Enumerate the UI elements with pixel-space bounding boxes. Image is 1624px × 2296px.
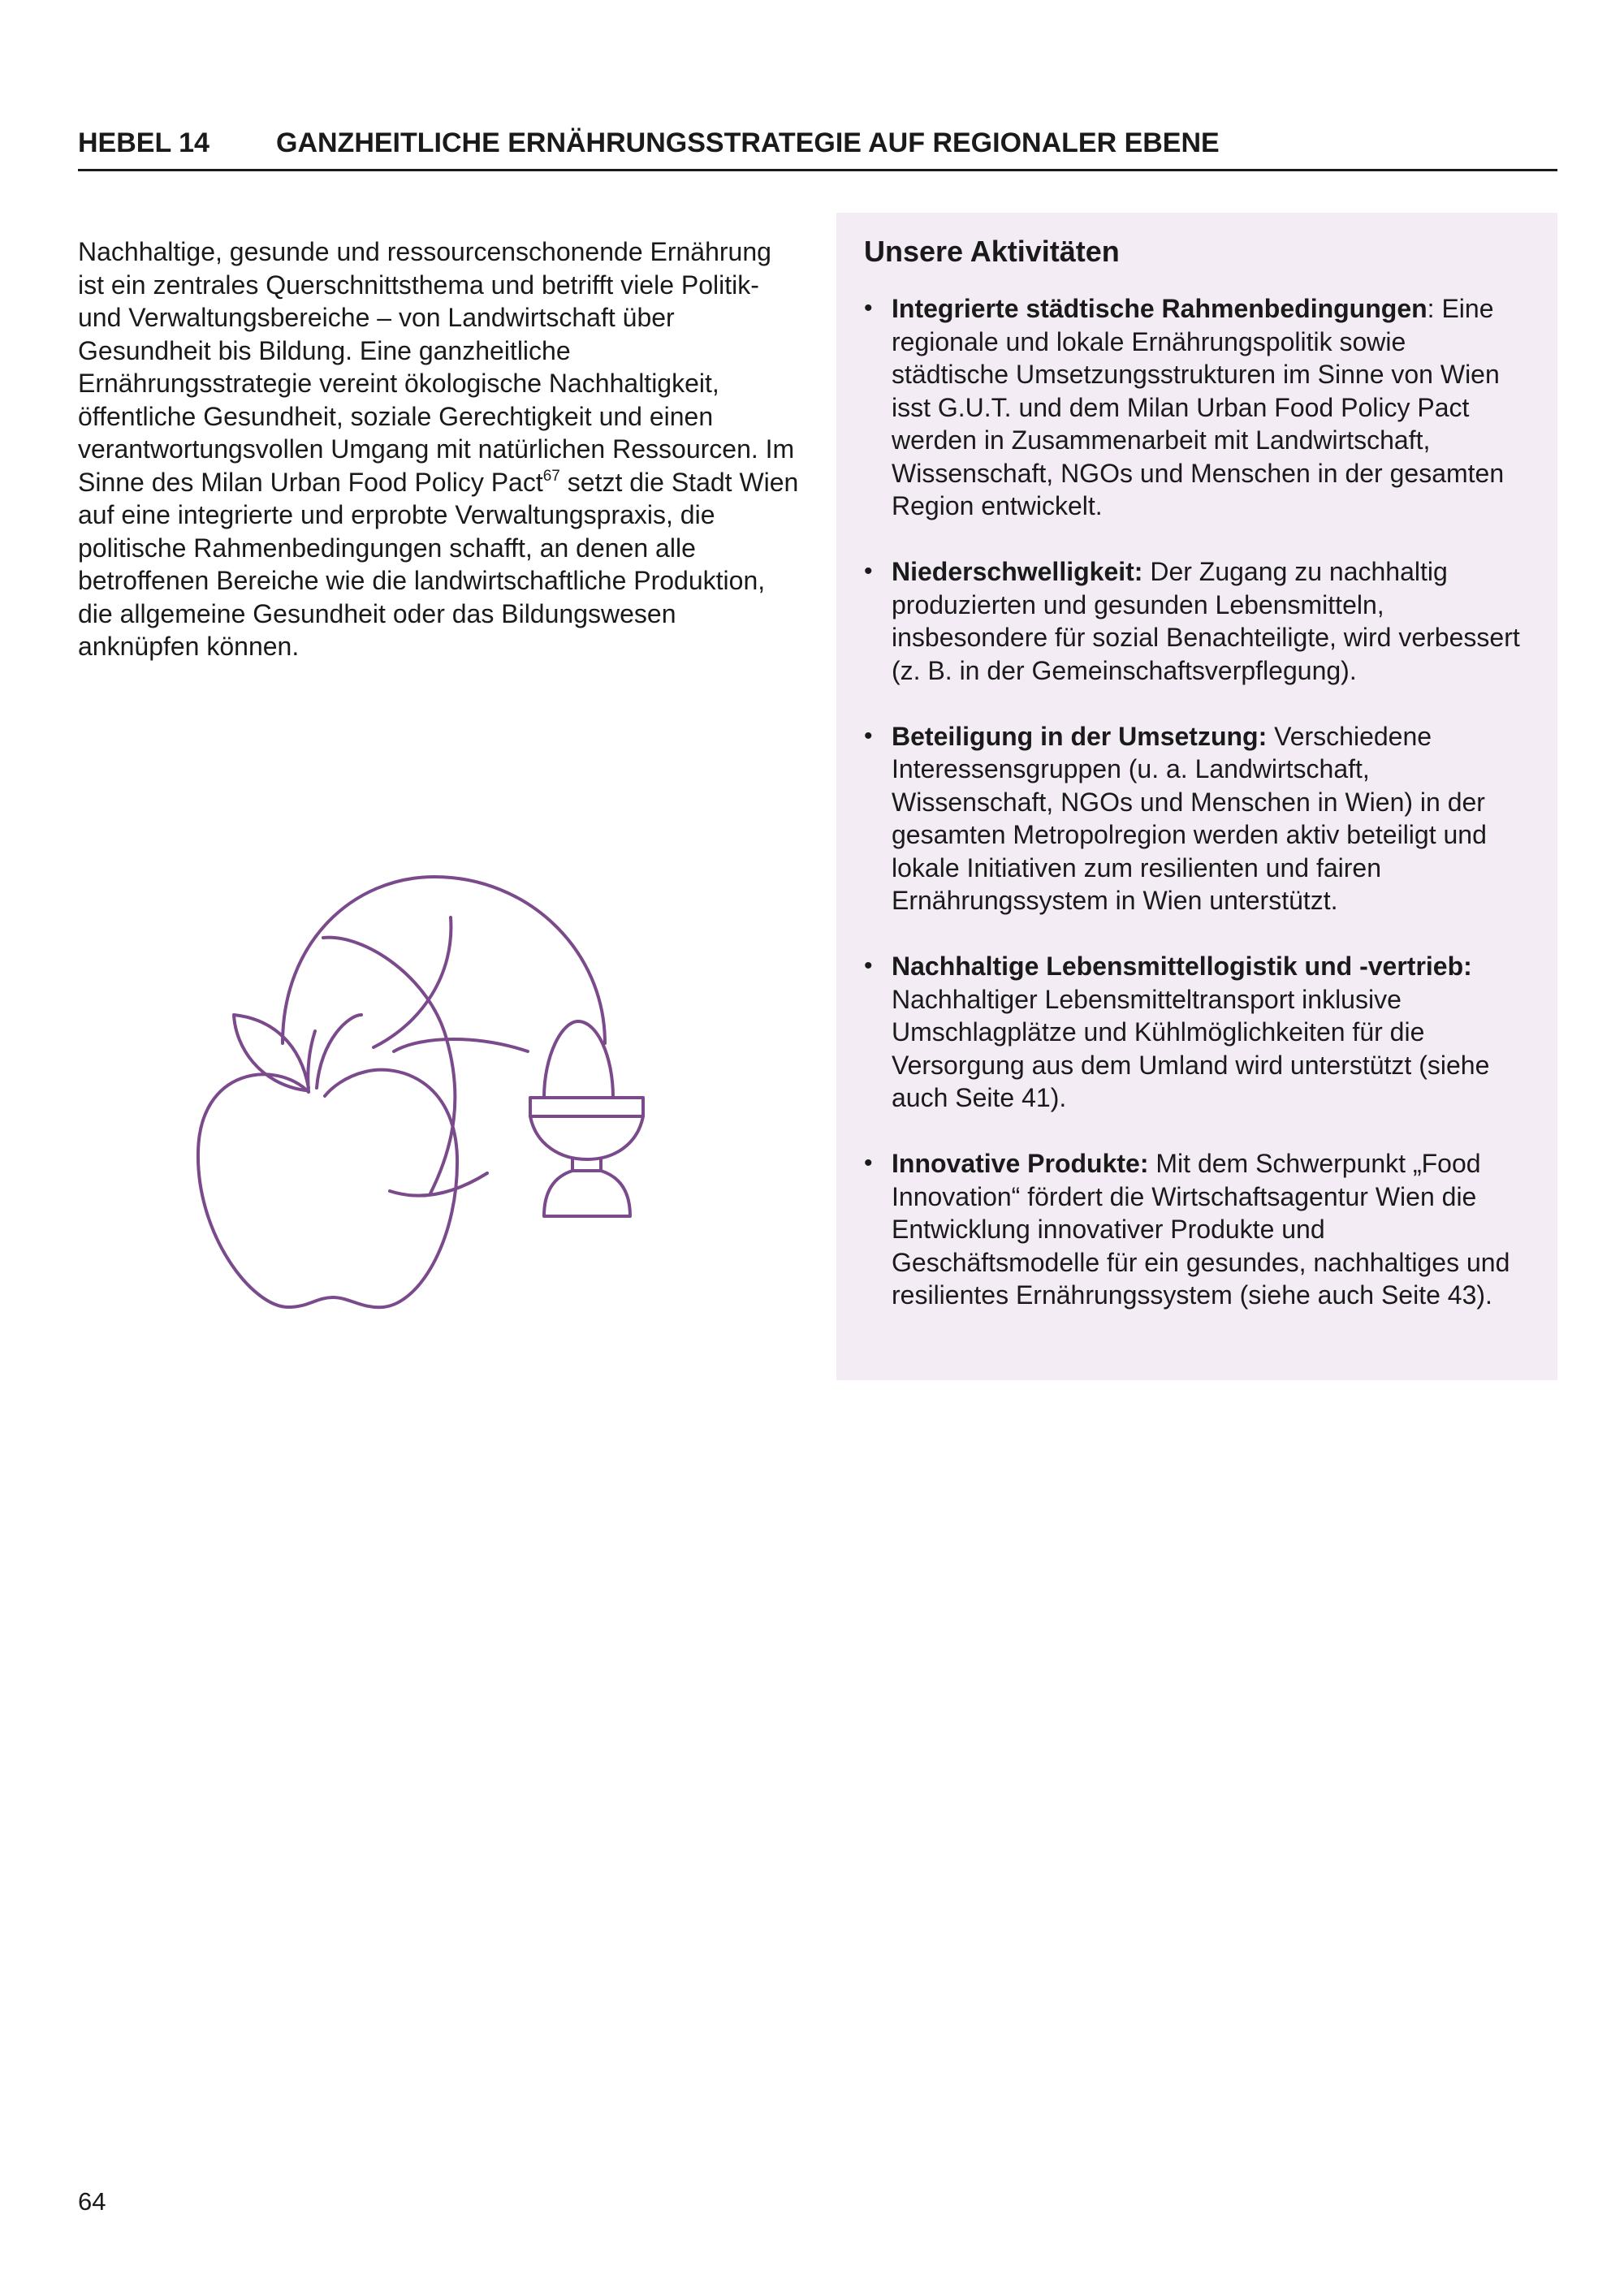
egg-cup-stem bbox=[572, 1159, 601, 1171]
apple-outline bbox=[198, 1070, 457, 1308]
activities-list bbox=[864, 292, 1525, 1312]
intro-text-part-1: Nachhaltige, gesunde und ressourcenschonende Ernährung ist ein zentrales Querschnittsthema und betrifft viele Politik- und Verwaltungsbereiche – von Landwirtschaft über Gesundheit bis Bildung. Eine ganzheitliche Ernährungsstrategie vereint ökologische Nachhaltigkeit, öffentliche Gesundheit, soziale Gerechtigkeit und einen verantwortungsvollen Umgang mit natürlichen Ressourcen. Im Sinne des Milan Urban Food Policy Pact bbox=[78, 237, 795, 497]
plate-inner-curve-3 bbox=[394, 1039, 528, 1051]
intro-paragraph bbox=[78, 235, 801, 663]
activity-text: Mit dem Schwerpunkt „Food Innovation“ fördert die Wirtschaftsagentur Wien die Entwicklung innovativer Produkte und Geschäftsmodelle für ein gesundes, nachhaltiges und resilientes Ernährungssystem (siehe auch Seite 43). bbox=[892, 1149, 1510, 1310]
activity-text: Nachhaltiger Lebensmitteltransport inklusive Umschlagplätze und Kühlmöglichkeiten für die Versorgung aus dem Umland wird unterstützt (siehe auch Seite 41). bbox=[892, 984, 1490, 1112]
egg-cup-bowl bbox=[530, 1116, 643, 1159]
activity-item-innovative-products bbox=[864, 1147, 1525, 1312]
activity-term: Beteiligung in der Umsetzung: bbox=[892, 721, 1268, 751]
chapter-header bbox=[78, 125, 1557, 171]
activity-item-logistics bbox=[864, 950, 1525, 1115]
activity-term: Nachhaltige Lebensmittellogistik und -vertrieb: bbox=[892, 952, 1472, 981]
bullet-icon: • bbox=[864, 722, 873, 749]
activity-term: Niederschwelligkeit: bbox=[892, 557, 1143, 586]
bullet-icon: • bbox=[864, 558, 873, 585]
intro-text-part-2: setzt die Stadt Wien auf eine integrierte und erprobte Verwaltungspraxis, die politische Rahmenbedingungen schafft, an denen alle betroffenen Bereiche wie die landwirtschaftliche Produktion, die allgemeine Gesundheit oder das Bildungswesen anknüpfen können. bbox=[78, 467, 799, 661]
egg-cup-top bbox=[530, 1098, 643, 1116]
activities-title: Unsere Aktivitäten bbox=[864, 235, 1120, 268]
bullet-icon: • bbox=[864, 952, 873, 979]
plate-inner-curve-1 bbox=[323, 938, 455, 1193]
activity-term: Integrierte städtische Rahmenbedingungen bbox=[892, 294, 1427, 323]
activities-box bbox=[836, 213, 1557, 1380]
activity-text: Der Zugang zu nachhaltig produzierten und gesunden Lebensmitteln, insbesondere für sozial Benachteiligte, wird verbessert (z. B. in der Gemeinschaftsverpflegung). bbox=[892, 557, 1520, 685]
activity-item-participation bbox=[864, 720, 1525, 917]
bullet-icon: • bbox=[864, 295, 873, 322]
activity-text: Verschiedene Interessensgruppen (u. a. Landwirtschaft, Wissenschaft, NGOs und Menschen in Wien) in der gesamten Metropolregion werden aktiv beteiligt und lokale Initiativen zum resilienten und fairen Ernährungssystem in Wien unterstützt. bbox=[892, 721, 1487, 915]
bullet-icon: • bbox=[864, 1150, 873, 1176]
egg-outline bbox=[544, 1021, 613, 1098]
apple-leaf-left bbox=[234, 1015, 309, 1090]
footnote-marker[interactable]: 67 bbox=[542, 467, 560, 485]
activity-text: : Eine regionale und lokale Ernährungspolitik sowie städtische Umsetzungsstrukturen im Sinne von Wien isst G.U.T. und dem Milan Urban Food Policy Pact werden in Zusammenarbeit mit Landwirtschaft, Wissenschaft, NGOs und Menschen in der gesamten Region entwickelt. bbox=[892, 294, 1505, 520]
activity-item-low-threshold bbox=[864, 555, 1525, 687]
chapter-title: GANZHEITLICHE ERNÄHRUNGSSTRATEGIE AUF REGIONALER EBENE bbox=[276, 127, 1220, 158]
activity-item-integrated-framework bbox=[864, 292, 1525, 523]
egg-cup-base bbox=[544, 1171, 630, 1216]
page-number: 64 bbox=[78, 2187, 106, 2216]
lever-number: HEBEL 14 bbox=[78, 127, 209, 158]
plate-outline bbox=[283, 877, 605, 1043]
plate-inner-curve-2 bbox=[374, 917, 451, 1047]
activity-term: Innovative Produkte: bbox=[892, 1149, 1149, 1178]
apple-leaf-right bbox=[317, 1015, 361, 1088]
food-illustration bbox=[187, 852, 650, 1315]
